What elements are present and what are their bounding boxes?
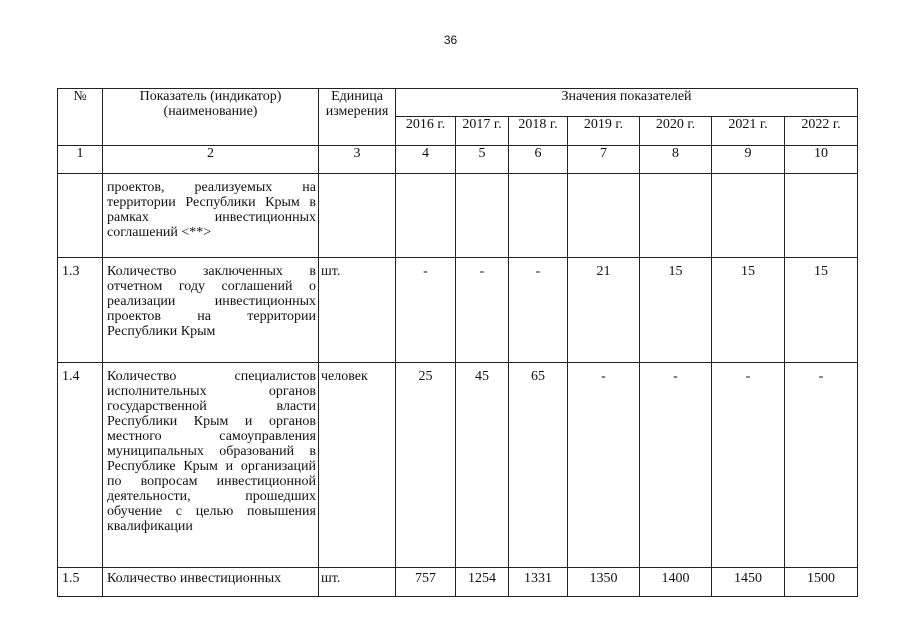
indicators-table: [57, 88, 858, 597]
value-cell: 15: [785, 258, 858, 363]
header-year: 2019 г.: [568, 117, 640, 146]
value-cell: 1350: [568, 568, 640, 597]
unit-cell: шт.: [319, 568, 396, 597]
value-cell: 21: [568, 258, 640, 363]
value-cell: [456, 174, 509, 258]
indicator-name: Количество специалистов исполнительных органов государственной власти Республики Крым и органов местного самоуправления муниципальных образований в Республике Крым и организаций по вопросам инвестиционной деятельности, прошедших обучение с целью повышения квалификации: [103, 363, 319, 568]
column-number: 8: [640, 146, 712, 174]
value-cell: [785, 174, 858, 258]
header-unit: Единица измерения: [319, 89, 396, 146]
value-cell: 65: [509, 363, 568, 568]
value-cell: -: [785, 363, 858, 568]
value-cell: -: [509, 258, 568, 363]
unit-cell: [319, 174, 396, 258]
value-cell: 25: [396, 363, 456, 568]
header-year: 2018 г.: [509, 117, 568, 146]
header-year: 2021 г.: [712, 117, 785, 146]
value-cell: [640, 174, 712, 258]
value-cell: -: [568, 363, 640, 568]
value-cell: 15: [640, 258, 712, 363]
value-cell: 1450: [712, 568, 785, 597]
header-year: 2020 г.: [640, 117, 712, 146]
row-number: 1.5: [58, 568, 103, 597]
value-cell: [396, 174, 456, 258]
value-cell: 1500: [785, 568, 858, 597]
header-year: 2016 г.: [396, 117, 456, 146]
indicator-name: проектов, реализуемых на территории Республики Крым в рамках инвестиционных соглашений <**>: [103, 174, 319, 258]
value-cell: -: [640, 363, 712, 568]
header-no: №: [58, 89, 103, 146]
value-cell: 15: [712, 258, 785, 363]
column-number: 9: [712, 146, 785, 174]
value-cell: -: [456, 258, 509, 363]
indicator-name: Количество заключенных в отчетном году соглашений о реализации инвестиционных проектов на территории Республики Крым: [103, 258, 319, 363]
header-indicator: Показатель (индикатор) (наименование): [103, 89, 319, 146]
table-row: [58, 174, 858, 258]
row-number: 1.4: [58, 363, 103, 568]
column-number: 2: [103, 146, 319, 174]
table-row: [58, 363, 858, 568]
value-cell: 1254: [456, 568, 509, 597]
value-cell: [568, 174, 640, 258]
value-cell: [712, 174, 785, 258]
column-number: 4: [396, 146, 456, 174]
header-year: 2022 г.: [785, 117, 858, 146]
value-cell: 45: [456, 363, 509, 568]
column-number: 1: [58, 146, 103, 174]
unit-cell: человек: [319, 363, 396, 568]
value-cell: -: [396, 258, 456, 363]
page-number: 36: [443, 33, 458, 47]
column-number: 7: [568, 146, 640, 174]
header-values-group: Значения показателей: [396, 89, 858, 117]
header-row-1: [58, 89, 858, 117]
row-number: 1.3: [58, 258, 103, 363]
column-number: 6: [509, 146, 568, 174]
column-number: 5: [456, 146, 509, 174]
value-cell: 1400: [640, 568, 712, 597]
table-row: [58, 258, 858, 363]
value-cell: 1331: [509, 568, 568, 597]
unit-cell: шт.: [319, 258, 396, 363]
value-cell: 757: [396, 568, 456, 597]
column-number-row: [58, 146, 858, 174]
value-cell: -: [712, 363, 785, 568]
table-row: [58, 568, 858, 597]
column-number: 3: [319, 146, 396, 174]
row-number: [58, 174, 103, 258]
header-year: 2017 г.: [456, 117, 509, 146]
indicator-name: Количество инвестиционных: [103, 568, 319, 597]
value-cell: [509, 174, 568, 258]
column-number: 10: [785, 146, 858, 174]
